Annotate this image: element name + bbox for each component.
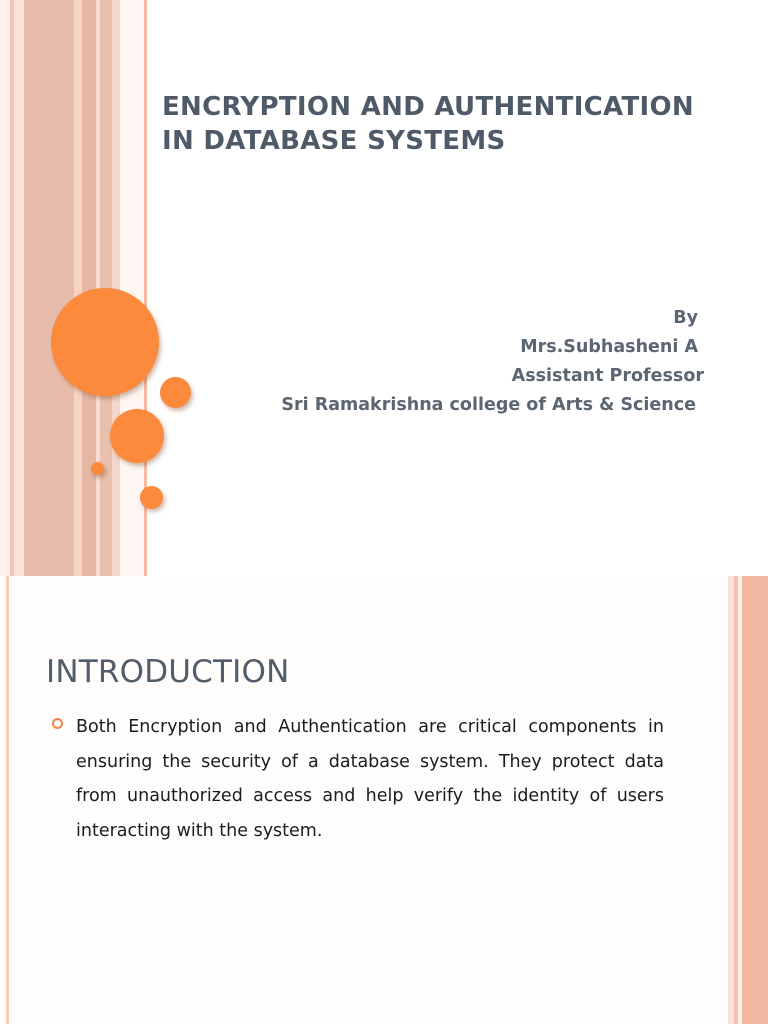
decorative-circle-tiny — [91, 462, 104, 475]
list-item — [52, 710, 664, 848]
stripe — [74, 0, 82, 576]
stripe — [14, 0, 24, 576]
circle-bullet-icon — [52, 718, 63, 729]
presentation-title — [162, 90, 742, 158]
title-line-1: ENCRYPTION AND AUTHENTICATION — [162, 92, 694, 122]
decorative-circle-small — [140, 486, 163, 509]
title-line-2: IN DATABASE SYSTEMS — [162, 126, 506, 156]
stripe — [24, 0, 74, 576]
author-name: Mrs.Subhasheni A — [520, 337, 698, 357]
section-heading: INTRODUCTION — [46, 654, 290, 690]
stripe — [742, 576, 768, 1024]
stripe — [120, 0, 144, 576]
decorative-left-line — [6, 576, 9, 1024]
decorative-circle-large — [51, 288, 159, 396]
author-designation: Assistant Professor — [511, 366, 704, 386]
decorative-circle-small — [160, 377, 191, 408]
decorative-stripes-left — [0, 0, 150, 576]
bullet-text: Both Encryption and Authentication are critical components in ensuring the security of a database system. They protect data from unauthorized access and help verify the identity of users interacting with the system. — [76, 717, 664, 841]
byline-block — [281, 304, 704, 420]
introduction-slide — [0, 576, 768, 1024]
stripe — [0, 0, 10, 576]
decorative-circle-medium — [110, 409, 164, 463]
byline-by: By — [673, 308, 698, 328]
author-institution: Sri Ramakrishna college of Arts & Science — [281, 395, 696, 415]
decorative-stripes-right — [728, 576, 768, 1024]
bullet-list — [52, 716, 664, 848]
